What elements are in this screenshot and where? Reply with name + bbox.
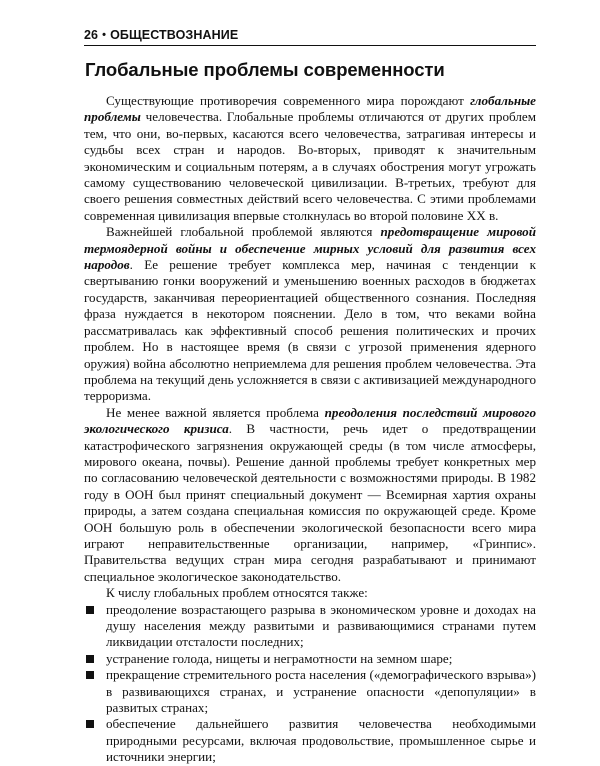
emphasis-text: глобальные проблемы (84, 93, 536, 125)
paragraph (84, 405, 536, 585)
list-item (84, 602, 536, 651)
section-name: ОБЩЕСТВОЗНАНИЕ (110, 28, 239, 42)
bullet-list (84, 602, 536, 766)
page-title: Глобальные проблемы современности (85, 59, 445, 80)
paragraph (84, 224, 536, 404)
list-item-text: прекращение стремительного роста населения («демографического взрыва») в развивающихся странах, и устранение опасности «депопуляции» в развитых странах; (106, 667, 536, 716)
page-number: 26 (84, 28, 99, 42)
list-item (84, 716, 536, 765)
paragraph-text: Важнейшей глобальной проблемой являются (106, 224, 381, 240)
list-item (84, 667, 536, 716)
paragraph-text: Не менее важной является проблема (106, 404, 325, 420)
list-item-text: преодоление возрастающего разрыва в экономическом уровне и доходах на душу населения между развитыми и развивающимися странами путем ликвидации отсталости последних; (106, 601, 536, 650)
list-item-text: обеспечение дальнейшего развития человечества необходимыми природными ресурсами, включая продовольствие, промышленное сырье и источники энергии; (106, 716, 536, 765)
paragraph-text: Существующие противоречия современного мира порождают (106, 93, 471, 108)
paragraph (84, 93, 536, 224)
paragraph-text: К числу глобальных проблем относятся также: (106, 585, 368, 601)
book-page (84, 28, 536, 766)
square-bullet-icon (86, 720, 94, 728)
header-separator: • (102, 29, 107, 41)
square-bullet-icon (86, 671, 94, 679)
paragraph-text: человечества. Глобальные проблемы отличаются от других проблем тем, что они, во-первых, касаются всего человечества, затрагивая интересы и судьбы всех стран и народов. Во-вторых, приводят к значительным экономическим и социальным потерям, а в случаях обострения могут угрожать самому существованию человеческой цивилизации. В-третьих, требуют для своего решения совместных действий всего человечества. С этими проблемами современная цивилизация впервые столкнулась во второй половине XX в. (84, 109, 536, 223)
emphasis-text: преодоления последствий мирового экологического кризиса (84, 404, 537, 437)
list-item (84, 651, 536, 667)
square-bullet-icon (86, 655, 94, 663)
emphasis-text: предотвращение мировой термоядерной войны и обеспечение мирных условий для развития всех народов (84, 224, 536, 273)
paragraph-text: . В частности, речь идет о предотвращении катастрофического загрязнения окружающей среды (в том числе атмосферы, мирового океана, почвы). Решение данной проблемы требует конкретных мер по согласованию человеческой деятельности с возможностями природы. В 1982 году в ООН был принят специальный документ — Всемирная хартия охраны природы, а затем создана специальная комиссия по окружающей среде. Кроме ООН большую роль в обеспечении экологической безопасности всего мира играют неправительственные организации, например, «Гринпис». Правительства ведущих стран мира сегодня разрабатывают и принимают специальное экологическое законодательство. (84, 421, 536, 584)
running-header (84, 28, 536, 46)
list-item-text: устранение голода, нищеты и неграмотности на земном шаре; (106, 650, 453, 666)
body-text (84, 93, 536, 766)
square-bullet-icon (86, 606, 94, 614)
paragraphs (84, 93, 536, 602)
paragraph (84, 585, 536, 601)
paragraph-text: . Ее решение требует комплекса мер, начиная с тенденции к свертыванию гонки вооружений и уменьшению военных расходов в бюджетах государств, заканчивая переориентацией общественного сознания. Последняя фраза нуждается в некотором пояснении. Дело в том, что веками война рассматривалась как эффективный способ решения политических и прочих проблем. Но в настоящее время (в связи с угрозой применения ядерного оружия) война абсолютно неприемлема для решения проблем человечества. Эта проблема на текущий день усложняется в связи с активизацией международного терроризма. (84, 257, 536, 404)
